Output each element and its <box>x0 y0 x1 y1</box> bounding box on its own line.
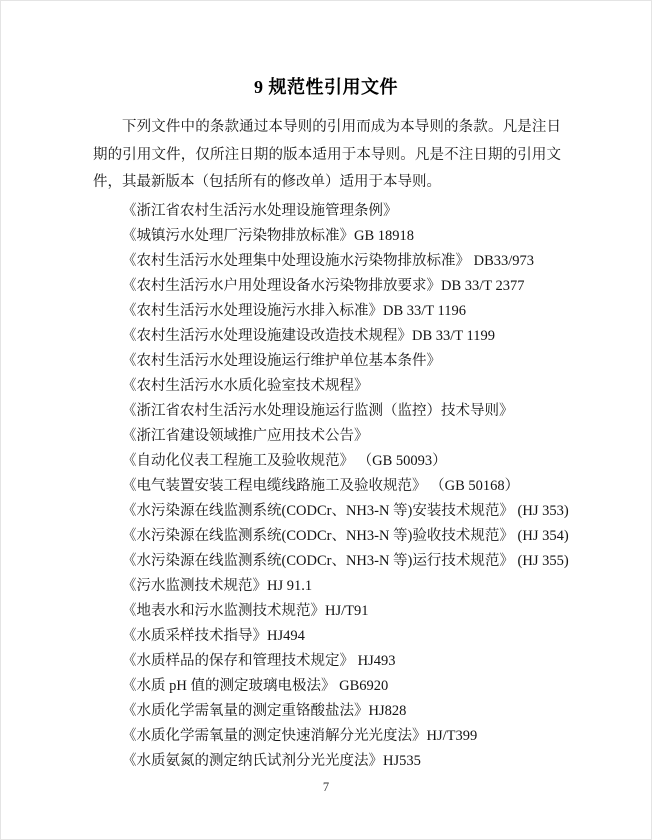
reference-item: 《水质样品的保存和管理技术规定》 HJ493 <box>122 652 396 669</box>
reference-item: 《农村生活污水处理设施污水排入标准》DB 33/T 1196 <box>122 302 466 319</box>
page-content <box>93 114 569 774</box>
page-number: 7 <box>322 780 330 794</box>
reference-item: 《浙江省农村生活污水处理设施运行监测（监控）技术导则》 <box>122 402 514 419</box>
reference-item: 《电气装置安装工程电缆线路施工及验收规范》 （GB 50168） <box>122 477 520 494</box>
reference-item: 《水污染源在线监测系统(CODCr、NH3-N 等)安装技术规范》 (HJ 353) <box>122 502 569 519</box>
reference-item: 《水污染源在线监测系统(CODCr、NH3-N 等)运行技术规范》 (HJ 355) <box>122 552 569 569</box>
reference-item: 《浙江省建设领域推广应用技术公告》 <box>122 427 369 444</box>
reference-list <box>93 199 569 774</box>
intro-paragraph: 下列文件中的条款通过本导则的引用而成为本导则的条款。凡是注日期的引用文件，仅所注日期的版本适用于本导则。凡是不注日期的引用文件，其最新版本（包括所有的修改单）适用于本导则。 <box>93 119 561 190</box>
reference-item: 《城镇污水处理厂污染物排放标准》GB 18918 <box>122 227 415 244</box>
reference-item: 《地表水和污水监测技术规范》HJ/T91 <box>122 602 369 619</box>
reference-item: 《农村生活污水户用处理设备水污染物排放要求》DB 33/T 2377 <box>122 277 525 294</box>
section-title: 9 规范性引用文件 <box>254 77 398 97</box>
reference-item: 《自动化仪表工程施工及验收规范》 （GB 50093） <box>122 452 447 469</box>
reference-item: 《水质采样技术指导》HJ494 <box>122 627 305 644</box>
reference-item: 《水质氨氮的测定纳氏试剂分光光度法》HJ535 <box>122 752 421 769</box>
reference-item: 《农村生活污水处理设施建设改造技术规程》DB 33/T 1199 <box>122 327 495 344</box>
reference-item: 《农村生活污水处理设施运行维护单位基本条件》 <box>122 352 441 369</box>
reference-item: 《浙江省农村生活污水处理设施管理条例》 <box>122 202 398 219</box>
reference-item: 《农村生活污水处理集中处理设施水污染物排放标准》 DB33/973 <box>122 252 535 269</box>
reference-item: 《水质化学需氧量的测定快速消解分光光度法》HJ/T399 <box>122 727 478 744</box>
reference-item: 《污水监测技术规范》HJ 91.1 <box>122 577 313 594</box>
reference-item: 《农村生活污水水质化验室技术规程》 <box>122 377 369 394</box>
reference-item: 《水质 pH 值的测定玻璃电极法》 GB6920 <box>122 677 389 694</box>
reference-item: 《水质化学需氧量的测定重铬酸盐法》HJ828 <box>122 702 407 719</box>
reference-item: 《水污染源在线监测系统(CODCr、NH3-N 等)验收技术规范》 (HJ 354) <box>122 527 569 544</box>
